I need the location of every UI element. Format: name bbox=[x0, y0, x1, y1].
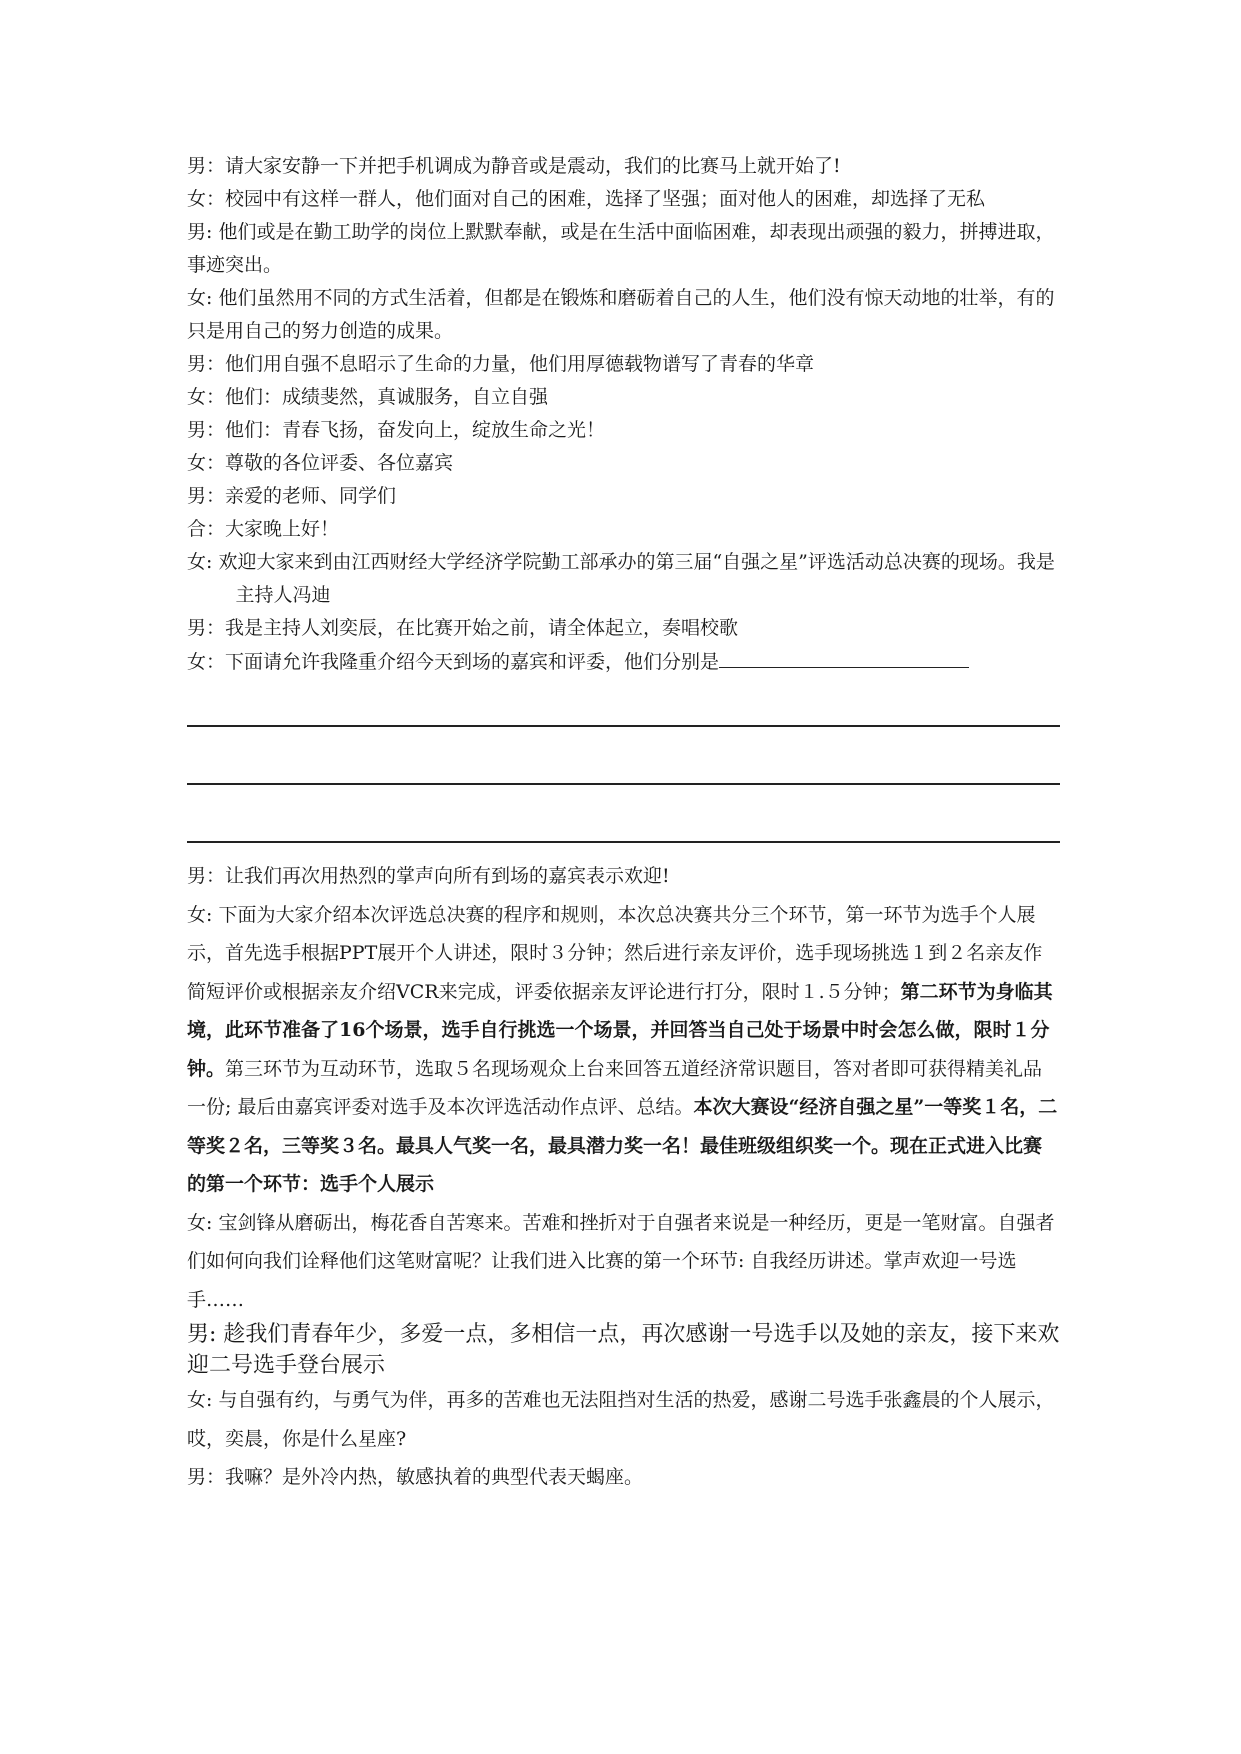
dialogue-text: 女：下面请允许我隆重介绍今天到场的嘉宾和评委，他们分别是 bbox=[187, 651, 720, 673]
rules-paragraph bbox=[187, 896, 1060, 1204]
dialogue-line: 男: 他们或是在勤工助学的岗位上默默奉献，或是在生活中面临困难，却表现出顽强的毅力，拼搏进取，事迹突出。 bbox=[187, 221, 1055, 276]
document-page bbox=[187, 150, 1060, 1497]
dialogue-line: 男：我是主持人刘奕辰，在比赛开始之前，请全体起立，奏唱校歌 bbox=[187, 617, 739, 639]
dialogue-line: 女: 欢迎大家来到由江西财经大学经济学院勤工部承办的第三届“自强之星”评选活动总决赛的现场。我是主持人冯迪 bbox=[187, 551, 1055, 606]
dialogue-line: 女：他们：成绩斐然，真诚服务，自立自强 bbox=[187, 386, 549, 408]
dialogue-line: 男：亲爱的老师、同学们 bbox=[187, 485, 397, 507]
dialogue-line: 男：请大家安静一下并把手机调成为静音或是震动，我们的比赛马上就开始了! bbox=[187, 155, 841, 177]
rules-text: 女: 下面为大家介绍本次评选总决赛的程序和规则，本次总决赛共分三个环节，第一环节为选手个人展示，首先选手根据PPT展开个人讲述，限时３分钟；然后进行亲友评价，选手现场挑选１到２名亲友作简短评价或根据亲友介绍VCR来完成，评委依据亲友评论进行打分，限时１.５分钟； bbox=[187, 903, 1043, 1003]
dialogue-line: 女: 与自强有约，与勇气为伴，再多的苦难也无法阻挡对生活的热爱，感谢二号选手张鑫晨的个人展示，哎，奕晨，你是什么星座? bbox=[187, 1389, 1055, 1450]
dialogue-line: 女: 他们虽然用不同的方式生活着，但都是在锻炼和磨砺着自己的人生，他们没有惊天动地的壮举，有的只是用自己的努力创造的成果。 bbox=[187, 287, 1055, 342]
dialogue-line: 女: 宝剑锋从磨砺出，梅花香自苦寒来。苦难和挫折对于自强者来说是一种经历，更是一笔财富。自强者们如何向我们诠释他们这笔财富呢？让我们进入比赛的第一个环节: 自我经历讲述。掌声欢迎一号选手…… bbox=[187, 1211, 1055, 1311]
rules-text: 第三环节为互动环节，选取５名现场观众上台来回答五道经济常识题目，答对者即可获得精美礼品一份; 最后由嘉宾评委对选手及本次评选活动作点评、总结。 bbox=[187, 1057, 1043, 1118]
dialogue-line-with-blank bbox=[187, 645, 1060, 679]
dialogue-line: 男：他们：青春飞扬，奋发向上，绽放生命之光！ bbox=[187, 419, 606, 441]
dialogue-line: 男: 趁我们青春年少，多爱一点，多相信一点，再次感谢一号选手以及她的亲友，接下来欢迎二号选手登台展示 bbox=[187, 1322, 1060, 1378]
dialogue-line: 男：让我们再次用热烈的掌声向所有到场的嘉宾表示欢迎! bbox=[187, 865, 670, 887]
dialogue-line: 女：尊敬的各位评委、各位嘉宾 bbox=[187, 452, 454, 474]
dialogue-line: 男：我嘛？是外冷内热，敏感执着的典型代表天蝎座。 bbox=[187, 1466, 644, 1488]
fill-in-blank bbox=[719, 645, 969, 668]
rules-text-bold: 本次大赛设“经济自强之星”一等奖１名，二等奖２名，三等奖３名。最具人气奖一名，最具潜力奖一名！最佳班级组织奖一个。现在正式进入比赛的第一个环节：选手个人展示 bbox=[187, 1096, 1058, 1195]
dialogue-line: 男：他们用自强不息昭示了生命的力量，他们用厚德载物谱写了青春的华章 bbox=[187, 353, 815, 375]
rules-text-bold: 第二环节为身临其境，此环节准备了16个场景，选手自行挑选一个场景，并回答当自己处于场景中时会怎么做，限时１分钟。 bbox=[187, 980, 1053, 1080]
dialogue-line: 合：大家晚上好！ bbox=[187, 518, 340, 540]
dialogue-line: 女：校园中有这样一群人，他们面对自己的困难，选择了坚强；面对他人的困难，却选择了无私 bbox=[187, 188, 986, 210]
